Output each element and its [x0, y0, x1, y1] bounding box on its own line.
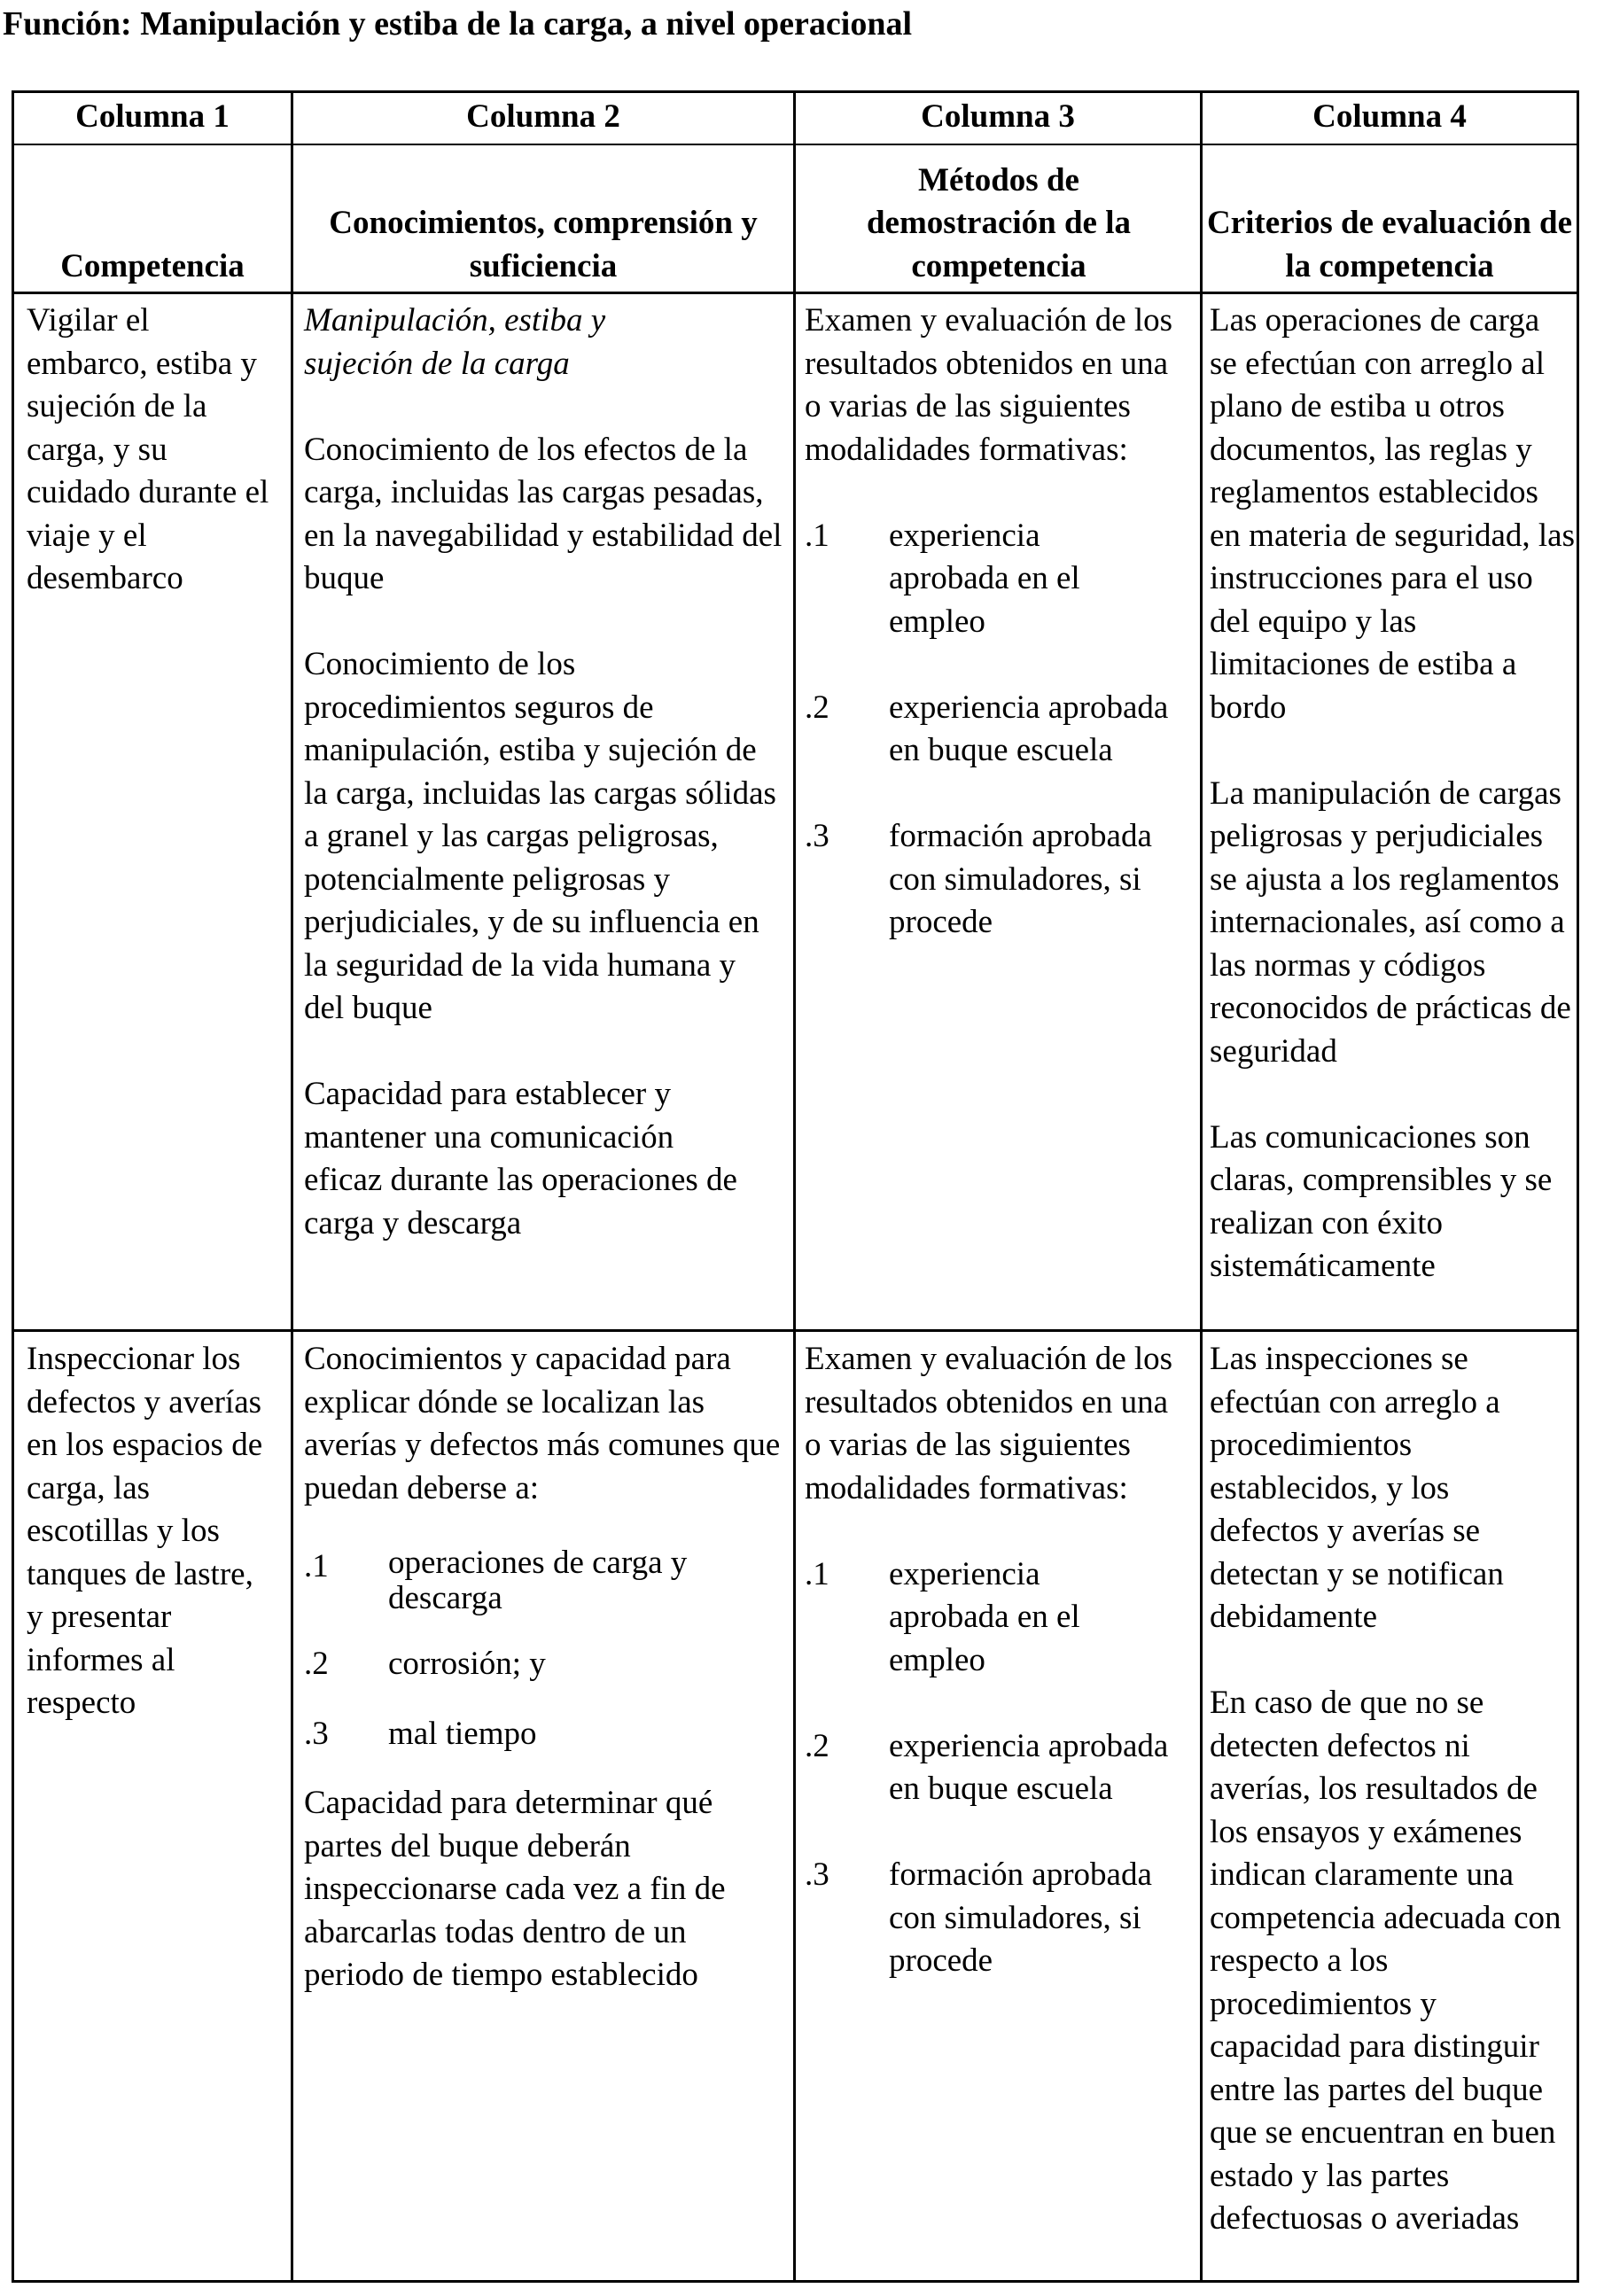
list-item-text: formación aprobada con simuladores, si procede	[889, 818, 1152, 940]
list-item-text: experiencia aprobada en el empleo	[889, 517, 1080, 640]
column-divider-3	[1200, 90, 1203, 2283]
list-item	[304, 1713, 783, 1756]
list-item-number: .2	[805, 689, 829, 726]
table-border-right	[1577, 90, 1579, 2283]
list-item-text: experiencia aprobada en el empleo	[889, 1555, 1080, 1678]
list-item-number: .1	[805, 517, 829, 554]
row1-competencia	[27, 300, 275, 601]
column-number-2: Columna 2	[466, 98, 620, 135]
row2-criterios-paragraph: En caso de que no se detecten defectos ni averías, los resultados de los ensayos y exámenes indican claramente una competencia adecuada con respecto a los procedimientos y capacidad para distinguir entre las partes del buque que se encuentran en buen estado y las partes defectuosas o averiadas	[1210, 1685, 1561, 2237]
list-item	[805, 1854, 1186, 1983]
list-item-number: .2	[304, 1646, 329, 1682]
list-item-number: .3	[805, 818, 829, 854]
list-item	[805, 515, 1186, 644]
row1-metodos	[805, 300, 1186, 945]
row1-criterios-paragraph: Las comunicaciones son claras, comprensibles y se realizan con éxito sistemáticamente	[1210, 1118, 1553, 1284]
list-item	[805, 815, 1186, 945]
column-title-criterios	[1203, 151, 1577, 288]
list-item	[805, 687, 1186, 773]
page-title: Función: Manipulación y estiba de la carga, a nivel operacional	[3, 5, 913, 43]
row1-criterios	[1210, 300, 1575, 1288]
row1-metodos-intro: Examen y evaluación de los resultados obtenidos en una o varias de las siguientes modalidades formativas:	[805, 302, 1173, 468]
row2-competencia	[27, 1338, 275, 1725]
column-number-1: Columna 1	[75, 98, 230, 135]
column-number-3: Columna 3	[921, 98, 1075, 135]
row2-conocimientos-intro: Conocimientos y capacidad para explicar dónde se localizan las averías y defectos más comunes que puedan deberse a:	[304, 1341, 781, 1506]
column-title-conocimientos-text: Conocimientos, comprensión y suficiencia	[329, 205, 758, 284]
list-item-text: experiencia aprobada en buque escuela	[889, 1727, 1169, 1807]
list-item-number: .1	[805, 1555, 829, 1592]
column-title-competencia-text: Competencia	[60, 247, 245, 284]
row2-competencia-text: Inspeccionar los defectos y averías en los espacios de carga, las escotillas y los tanques de lastre, y presentar informes al respecto	[27, 1341, 263, 1721]
column-title-metodos-text: Métodos de demostración de la competencia	[866, 161, 1132, 284]
list-item-number: .3	[304, 1715, 329, 1752]
column-number-4: Columna 4	[1312, 98, 1467, 135]
list-item-text: mal tiempo	[388, 1715, 537, 1752]
list-item-text: formación aprobada con simuladores, si procede	[889, 1856, 1152, 1979]
list-item-text: operaciones de carga y descarga	[388, 1545, 688, 1616]
row1-conocimientos-subheading: Manipulación, estiba y sujeción de la carga	[304, 302, 606, 382]
list-item	[805, 1725, 1186, 1811]
list-item-text: experiencia aprobada en buque escuela	[889, 689, 1169, 768]
list-item-text: corrosión; y	[388, 1646, 546, 1682]
row1-criterios-paragraph: La manipulación de cargas peligrosas y perjudiciales se ajusta a los reglamentos internacionales, así como a las normas y códigos reconocidos de prácticas de seguridad	[1210, 774, 1571, 1070]
list-item-number: .1	[304, 1548, 329, 1584]
row1-conocimientos	[304, 300, 783, 1245]
list-item	[805, 1553, 1186, 1683]
column-title-conocimientos	[301, 151, 785, 288]
table-border-left	[12, 90, 14, 2283]
list-item	[304, 1545, 783, 1616]
row1-competencia-text: Vigilar el embarco, estiba y sujeción de la carga, y su cuidado durante el viaje y el desembarco	[27, 302, 269, 596]
column-title-criterios-text: Criterios de evaluación de la competencia	[1206, 205, 1573, 284]
row2-criterios	[1210, 1338, 1575, 2241]
row2-conocimientos	[304, 1338, 783, 1997]
list-item-number: .3	[805, 1856, 829, 1893]
row1-criterios-paragraph: Las operaciones de carga se efectúan con arreglo al plano de estiba u otros documentos, las reglas y reglamentos establecidos en materia de seguridad, las instrucciones para el uso del equipo y las limitaciones de estiba a bordo	[1210, 302, 1575, 726]
row2-metodos	[805, 1338, 1186, 1983]
column-divider-2	[793, 90, 796, 2283]
row1-conocimientos-paragraph: Conocimiento de los efectos de la carga, incluidas las cargas pesadas, en la navegabilidad y estabilidad del buque	[304, 431, 783, 596]
row1-conocimientos-paragraph: Conocimiento de los procedimientos seguros de manipulación, estiba y sujeción de la carga, incluidas las cargas sólidas a granel y las cargas peligrosas, potencialmente peligrosas y perjudiciales, y de su influencia en la seguridad de la vida humana y del buque	[304, 646, 776, 1026]
row2-conocimientos-closing: Capacidad para determinar qué partes del buque deberán inspeccionarse cada vez a fin de abarcarlas todas dentro de un periodo de tiempo establecido	[304, 1785, 726, 1993]
list-item-number: .2	[805, 1727, 829, 1764]
row2-criterios-paragraph: Las inspecciones se efectúan con arreglo a procedimientos establecidos, y los defectos y averías se detectan y se notifican debidamente	[1210, 1341, 1504, 1635]
column-title-competencia	[14, 151, 291, 288]
row2-metodos-intro: Examen y evaluación de los resultados obtenidos en una o varias de las siguientes modalidades formativas:	[805, 1341, 1173, 1506]
column-title-metodos	[840, 151, 1157, 288]
row1-conocimientos-paragraph: Capacidad para establecer y mantener una comunicación eficaz durante las operaciones de carga y descarga	[304, 1076, 737, 1241]
list-item	[304, 1643, 783, 1686]
column-divider-1	[291, 90, 293, 2283]
